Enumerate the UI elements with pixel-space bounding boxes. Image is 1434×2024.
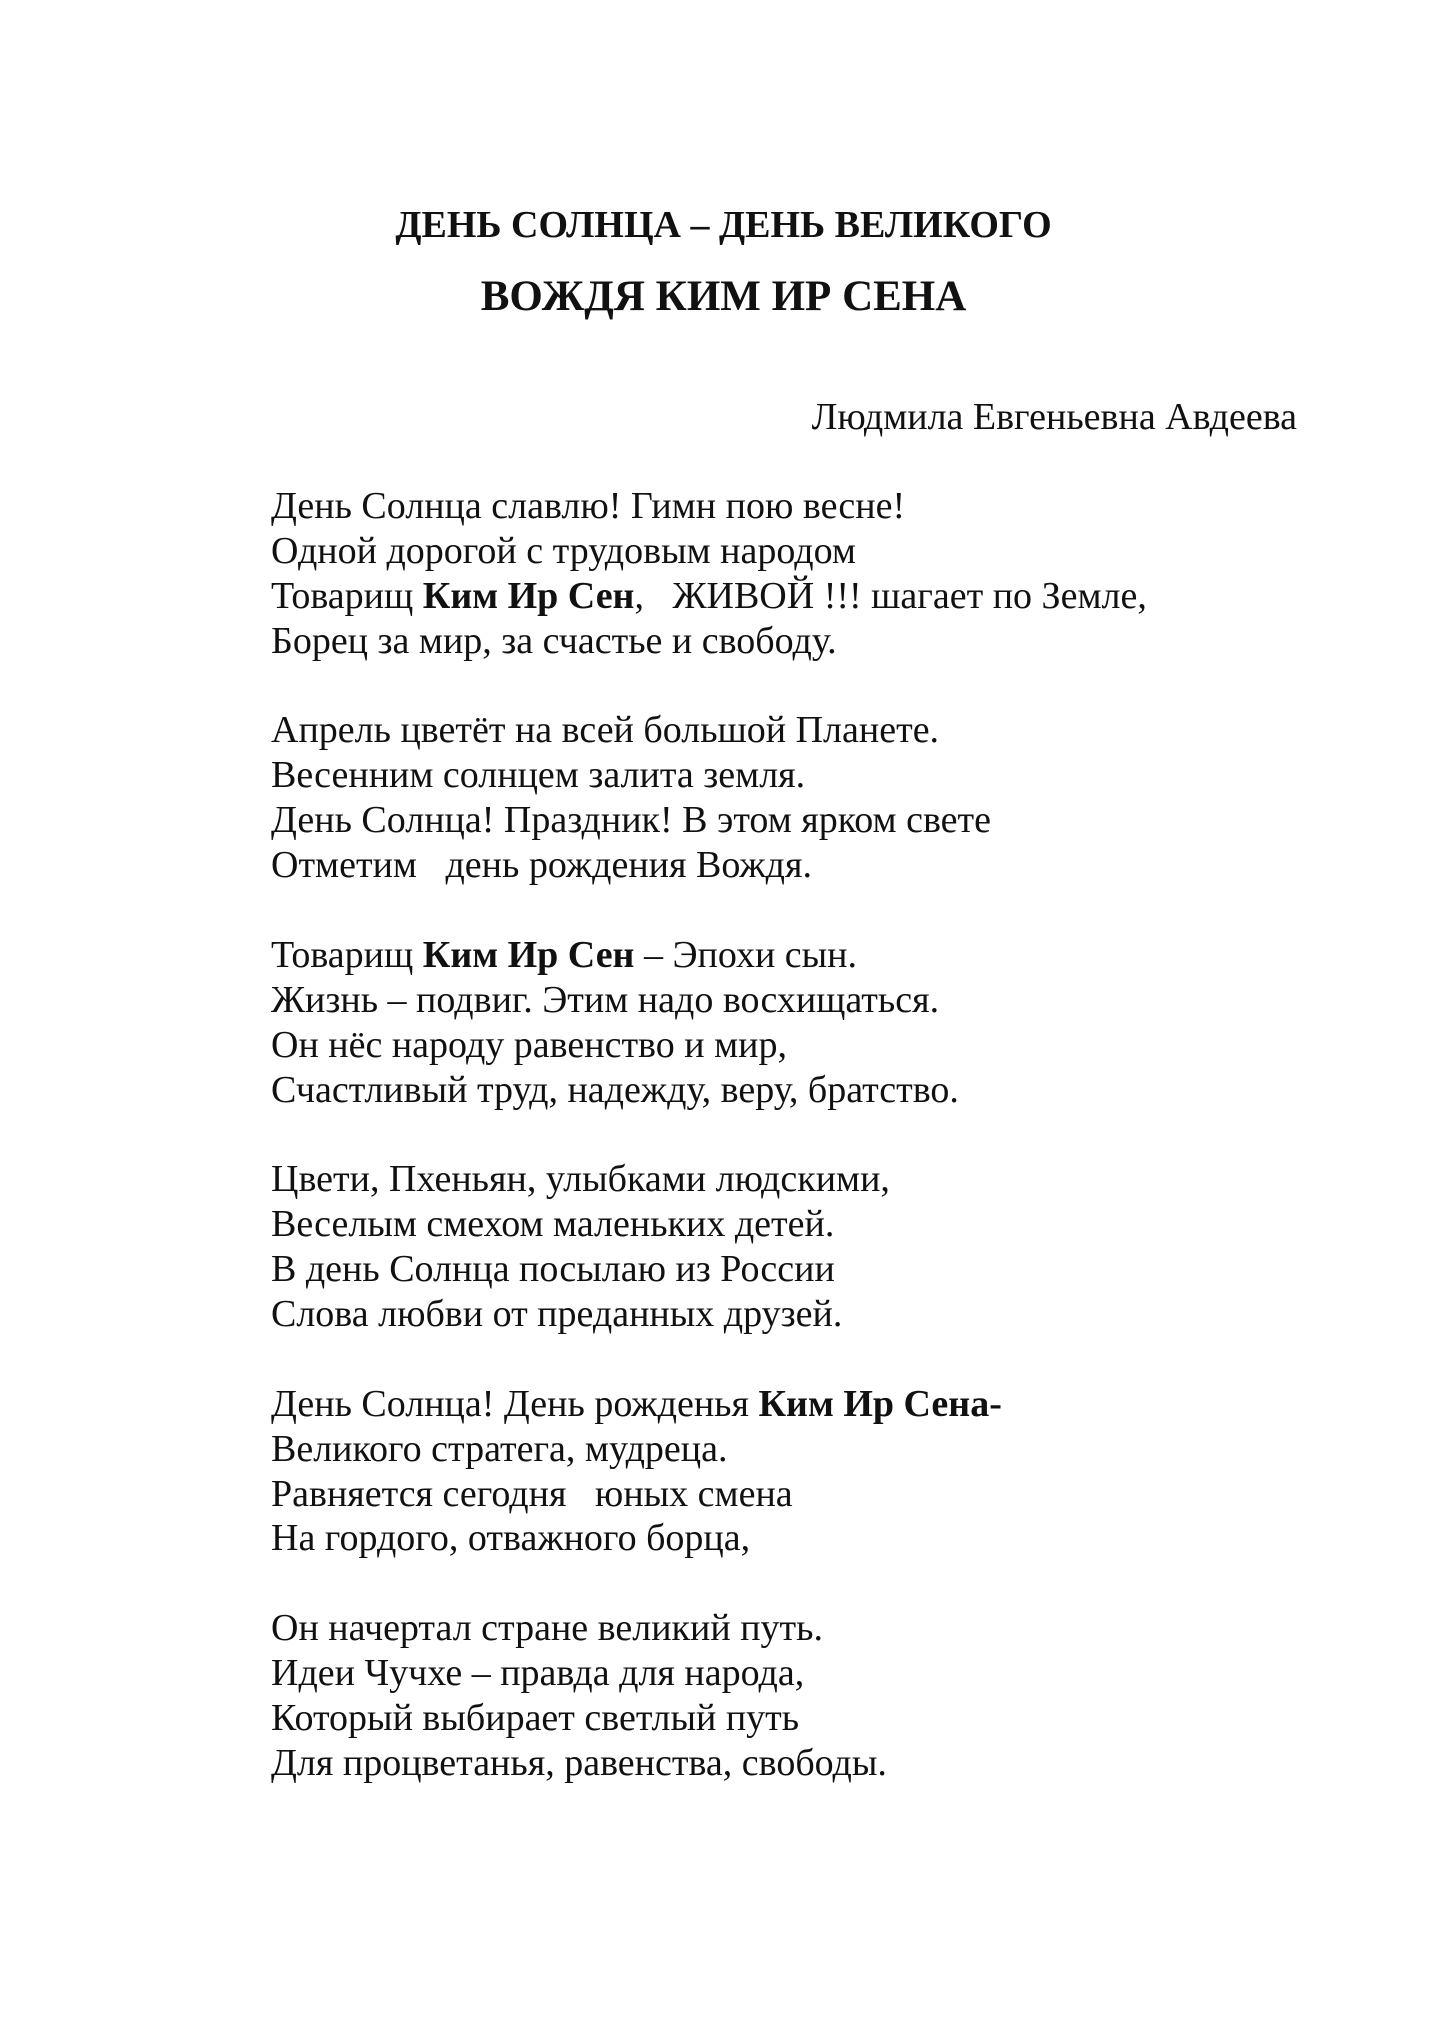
line-text: Идеи Чучхе – правда для народа, [271,1652,805,1695]
poem-line [271,753,1147,798]
poem-line [271,978,1147,1023]
poem-line [271,1382,1147,1427]
stanza-3 [271,933,1147,1113]
bold-name-text: Ким Ир Сена- [758,1382,1002,1425]
poem-line [271,1292,1147,1337]
poem-line [271,1068,1147,1113]
line-text: Борец за мир, за счастье и свободу. [271,619,837,662]
poem-line [271,1472,1147,1517]
poem-line [271,1651,1147,1696]
poem-body [271,484,1147,1831]
line-text: Великого стратега, мудреца. [271,1427,728,1470]
poem-line [271,1516,1147,1561]
poem-line [271,1606,1147,1651]
poem-line [271,1247,1147,1292]
line-text: В день Солнца посылаю из России [271,1248,835,1291]
line-text: Отметим день рождения Вождя. [271,844,812,887]
poem-line [271,619,1147,664]
line-text: Одной дорогой с трудовым народом [271,529,856,572]
stanza-1 [271,484,1147,664]
line-text: Слова любви от преданных друзей. [271,1293,843,1336]
stanza-4 [271,1157,1147,1337]
line-text: Для процветанья, равенства, свободы. [271,1741,887,1784]
line-text: – Эпохи сын. [634,933,858,976]
line-text: Апрель цветёт на всей большой Планете. [271,709,940,752]
poem-line [271,1427,1147,1472]
bold-name-text: Ким Ир Сен [422,574,635,617]
line-text: Жизнь – подвиг. Этим надо восхищаться. [271,978,940,1021]
bold-name-text: Ким Ир Сен [422,933,635,976]
line-text: Веселым смехом маленьких детей. [271,1203,835,1246]
line-text: День Солнца! День рожденья [271,1382,759,1425]
poem-line [271,708,1147,753]
poem-line [271,1157,1147,1202]
poem-line [271,843,1147,888]
line-text: Он нёс народу равенство и мир, [271,1023,787,1066]
line-text: На гордого, отважного борца, [271,1517,751,1560]
line-text: Он начертал стране великий путь. [271,1607,823,1650]
line-text: Товарищ [271,933,423,976]
poem-line [271,1741,1147,1786]
stanza-6 [271,1606,1147,1786]
poem-line [271,484,1147,529]
poem-line [271,1202,1147,1247]
poem-line [271,1696,1147,1741]
poem-line [271,529,1147,574]
line-text: День Солнца! Праздник! В этом ярком свете [271,799,992,842]
line-text: День Солнца славлю! Гимн пою весне! [271,485,906,527]
line-text: Равняется сегодня юных смена [271,1472,793,1515]
line-text: , ЖИВОЙ !!! шагает по Земле, [634,574,1147,617]
author-name: Людмила Евгеньевна Авдеева [811,396,1297,438]
line-text: Весенним солнцем залита земля. [271,754,806,797]
poem-line [271,1023,1147,1068]
stanza-2 [271,708,1147,888]
line-text: Цвети, Пхеньян, улыбками людскими, [271,1158,890,1201]
stanza-5 [271,1382,1147,1562]
title-line-2: ВОЖДЯ КИМ ИР СЕНА [480,273,967,320]
line-text: Который выбирает светлый путь [271,1697,800,1740]
poem-line [271,933,1147,978]
line-text: Товарищ [271,574,423,617]
title-line-1: ДЕНЬ СОЛНЦА – ДЕНЬ ВЕЛИКОГО [395,204,1052,246]
poem-line [271,574,1147,619]
poem-line [271,798,1147,843]
line-text: Счастливый труд, надежду, веру, братство. [271,1068,959,1111]
